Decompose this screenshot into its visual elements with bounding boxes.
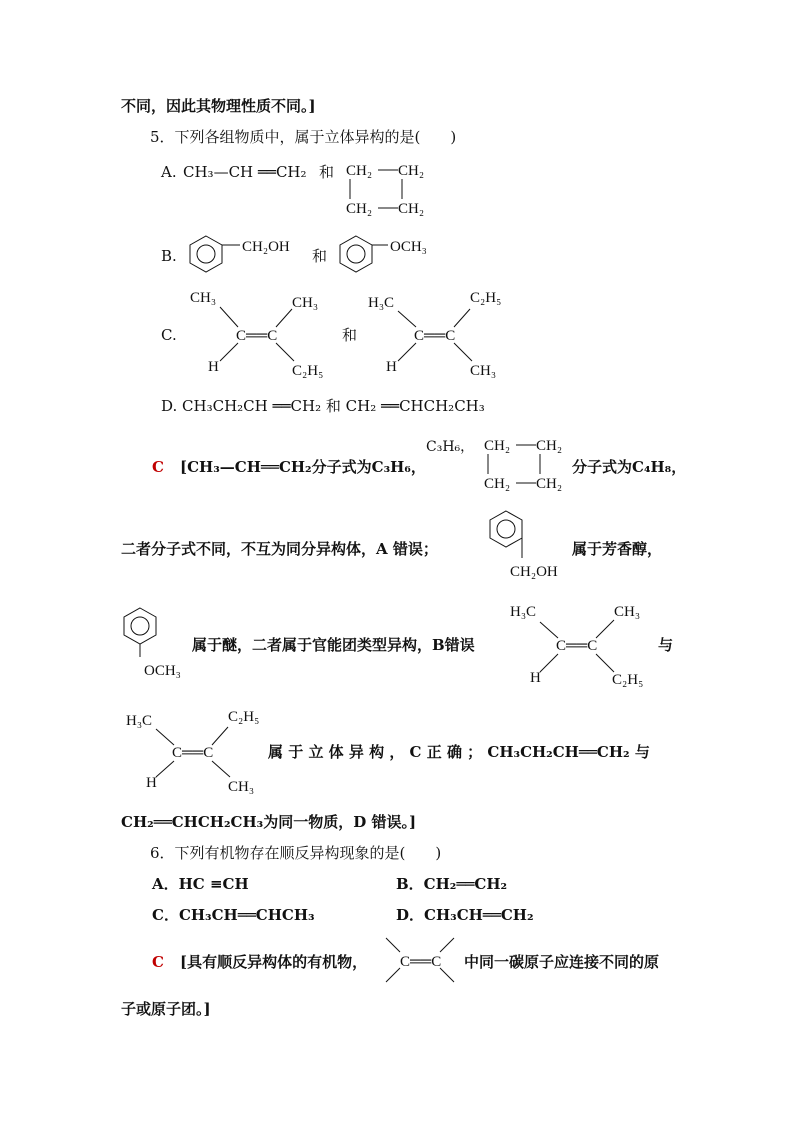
h3c-label: H₃C	[510, 604, 537, 620]
ch3-label: CH₃	[190, 290, 217, 306]
cyclobutane-ch2: CH₂	[536, 476, 563, 492]
c2h5-label: C₂H₅	[228, 709, 260, 725]
q5-stem: 5．下列各组物质中，属于立体异构的是( )	[150, 128, 457, 146]
ch3-label: CH₃	[470, 363, 497, 379]
cyclobutane-structure	[340, 155, 440, 225]
q6-option-c: C．CH₃CH══CHCH₃	[152, 906, 315, 924]
c2h5-label: C₂H₅	[292, 363, 324, 379]
q6-option-d: D．CH₃CH══CH₂	[396, 906, 534, 924]
cyclobutane-ch2: CH₂	[398, 163, 425, 179]
cyclobutane-ch2: CH₂	[398, 201, 425, 217]
h-label: H	[386, 359, 397, 375]
q5-option-a-letter: A.	[161, 163, 177, 181]
q5-answer-part1: [CH₃—CH══CH₂分子式为C₃H₆，	[180, 458, 426, 476]
cyclobutane-ch2: CH₂	[536, 438, 563, 454]
benzyl-alcohol-structure	[186, 233, 306, 278]
h3c-label: H₃C	[126, 713, 153, 729]
c2h5-label: C₂H₅	[612, 672, 644, 688]
ch2oh-label: CH₂OH	[510, 564, 558, 580]
q6-answer-key: C	[152, 953, 164, 971]
double-bond-label: C══C	[236, 328, 278, 344]
och3-label: OCH₃	[144, 663, 181, 679]
c2h5-label: C₂H₅	[470, 290, 502, 306]
prev-answer-tail: 不同，因此其物理性质不同。]	[121, 97, 316, 115]
anisole-structure	[336, 233, 446, 278]
alkene-answer-2-structure	[126, 705, 276, 800]
double-bond-label: C══C	[400, 954, 442, 970]
och3-label: OCH₃	[390, 239, 427, 255]
anisole-answer-structure	[120, 605, 200, 685]
q5-answer-part5: CH₂══CHCH₂CH₃为同一物质，D 错误。]	[121, 813, 417, 831]
ch3-label: CH₃	[228, 779, 255, 795]
ch2oh-label: CH₂OH	[242, 239, 290, 255]
h3c-label: H₃C	[368, 295, 395, 311]
cyclobutane-ch2: CH₂	[346, 163, 373, 179]
q5-answer-part1b: 分子式为C₄H₈，	[572, 458, 687, 476]
ch3-label: CH₃	[292, 295, 319, 311]
alkene-answer-1-structure	[510, 598, 660, 693]
q6-option-b: B．CH₂══CH₂	[396, 875, 508, 893]
q5-answer-formula: C₃H₆，	[426, 439, 475, 455]
q5-answer-key: C	[152, 458, 164, 476]
q5-answer-part3: 属于醚，二者属于官能团类型异构，B错误	[192, 636, 475, 654]
cyclobutane-ch2: CH₂	[346, 201, 373, 217]
q6-answer-part1: [具有顺反异构体的有机物，	[180, 953, 368, 971]
cyclobutane-answer-structure	[480, 430, 575, 500]
q5-option-a-propene: CH₃—CH ══CH₂	[183, 163, 307, 181]
q5-option-c-letter: C.	[161, 326, 177, 344]
q5-answer-and: 与	[658, 636, 674, 654]
double-bond-label: C══C	[172, 745, 214, 761]
generic-alkene-structure	[382, 935, 462, 987]
q5-option-b-letter: B.	[161, 247, 177, 265]
q5-option-d: D. CH₃CH₂CH ══CH₂ 和 CH₂ ══CHCH₂CH₃	[161, 397, 485, 415]
q5-option-c-and: 和	[342, 326, 358, 344]
h-label: H	[146, 775, 157, 791]
alkene-c-right-structure	[368, 285, 518, 385]
h-label: H	[530, 670, 541, 686]
q5-answer-part2b: 属于芳香醇，	[572, 540, 663, 558]
benzyl-alcohol-answer-structure	[486, 508, 576, 583]
cyclobutane-ch2: CH₂	[484, 476, 511, 492]
double-bond-label: C══C	[414, 328, 456, 344]
alkene-c-left-structure	[190, 285, 340, 385]
q6-stem: 6．下列有机物存在顺反异构现象的是( )	[150, 844, 442, 862]
ch3-label: CH₃	[614, 604, 641, 620]
q5-answer-part2: 二者分子式不同，不互为同分异构体，A 错误；	[121, 540, 438, 558]
cyclobutane-ch2: CH₂	[484, 438, 511, 454]
q5-option-a-and: 和	[319, 163, 335, 181]
q5-option-b-and: 和	[312, 247, 328, 265]
q6-option-a: A．HC ≡CH	[152, 875, 249, 893]
h-label: H	[208, 359, 219, 375]
q6-answer-part3: 子或原子团。]	[121, 1000, 211, 1018]
q6-answer-part2: 中同一碳原子应连接不同的原	[464, 953, 660, 971]
double-bond-label: C══C	[556, 638, 598, 654]
q5-answer-part4: 属 于 立 体 异 构 ， C 正 确 ； CH₃CH₂CH══CH₂ 与	[268, 743, 650, 761]
